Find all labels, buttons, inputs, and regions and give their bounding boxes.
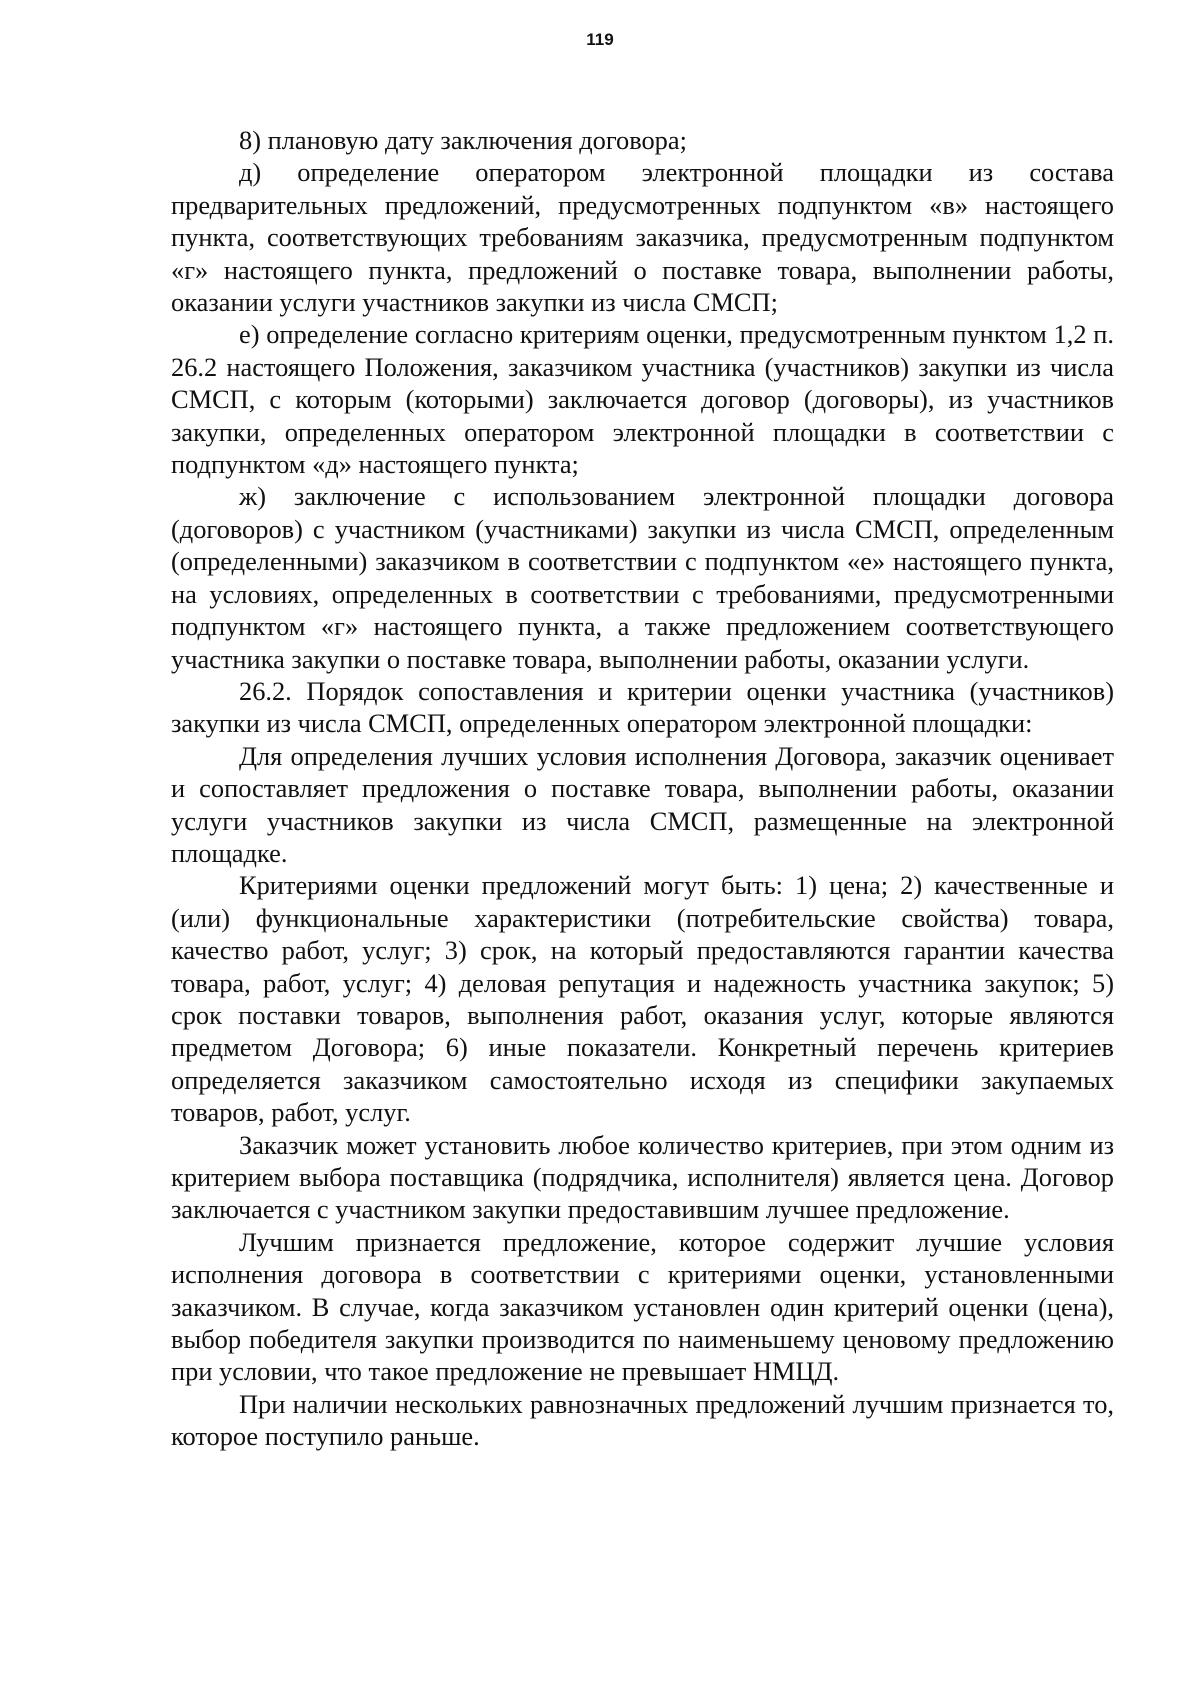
paragraph-subitem-d: д) определение оператором электронной площадки из состава предварительных предложений, предусмотренных подпунктом «в» настоящего пункта, соответствующих требованиям заказчика, предусмотренным подпунктом «г» настоящего пункта, предложений о поставке товара, выполнении работы, оказании услуги участников закупки из числа СМСП; bbox=[171, 157, 1114, 318]
paragraph-best-offer: Лучшим признается предложение, которое содержит лучшие условия исполнения договора в соответствии с критериями оценки, установленными заказчиком. В случае, когда заказчиком установлен один критерий оценки (цена), выбор победителя закупки производится по наименьшему ценовому предложению при условии, что такое предложение не превышает НМЦД. bbox=[171, 1226, 1114, 1387]
paragraph-criteria-count: Заказчик может установить любое количество критериев, при этом одним из критерием выбора поставщика (подрядчика, исполнителя) является цена. Договор заключается с участником закупки предоставившим лучшее предложение. bbox=[171, 1129, 1114, 1225]
paragraph-evaluation-intro: Для определения лучших условия исполнения Договора, заказчик оценивает и сопоставляет предложения о поставке товара, выполнении работы, оказании услуги участников закупки из числа СМСП, размещенные на электронной площадке. bbox=[171, 740, 1114, 868]
paragraph-subitem-e: е) определение согласно критериям оценки, предусмотренным пунктом 1,2 п. 26.2 настоящего Положения, заказчиком участника (участников) закупки из числа СМСП, с которым (которыми) заключается договор (договоры), из участников закупки, определенных оператором электронной площадки в соответствии с подпунктом «д» настоящего пункта; bbox=[171, 319, 1114, 480]
paragraph-section-26-2: 26.2. Порядок сопоставления и критерии оценки участника (участников) закупки из числа СМСП, определенных оператором электронной площадки: bbox=[171, 675, 1114, 739]
page-number: 119 bbox=[586, 30, 614, 49]
paragraph-item-8: 8) плановую дату заключения договора; bbox=[239, 125, 687, 155]
document-body bbox=[171, 124, 1114, 1453]
paragraph-subitem-zh: ж) заключение с использованием электронной площадки договора (договоров) с участником (участниками) закупки из числа СМСП, определенным (определенными) заказчиком в соответствии с подпунктом «е» настоящего пункта, на условиях, определенных в соответствии с требованиями, предусмотренными подпунктом «г» настоящего пункта, а также предложением соответствующего участника закупки о поставке товара, выполнении работы, оказании услуги. bbox=[171, 481, 1114, 674]
paragraph-criteria: Критериями оценки предложений могут быть: 1) цена; 2) качественные и (или) функциональные характеристики (потребительские свойства) товара, качество работ, услуг; 3) срок, на который предоставляются гарантии качества товара, работ, услуг; 4) деловая репутация и надежность участника закупок; 5) срок поставки товаров, выполнения работ, оказания услуг, которые являются предметом Договора; 6) иные показатели. Конкретный перечень критериев определяется заказчиком самостоятельно исходя из специфики закупаемых товаров, работ, услуг. bbox=[171, 870, 1114, 1128]
paragraph-equal-offers: При наличии нескольких равнозначных предложений лучшим признается то, которое поступило раньше. bbox=[171, 1388, 1114, 1452]
